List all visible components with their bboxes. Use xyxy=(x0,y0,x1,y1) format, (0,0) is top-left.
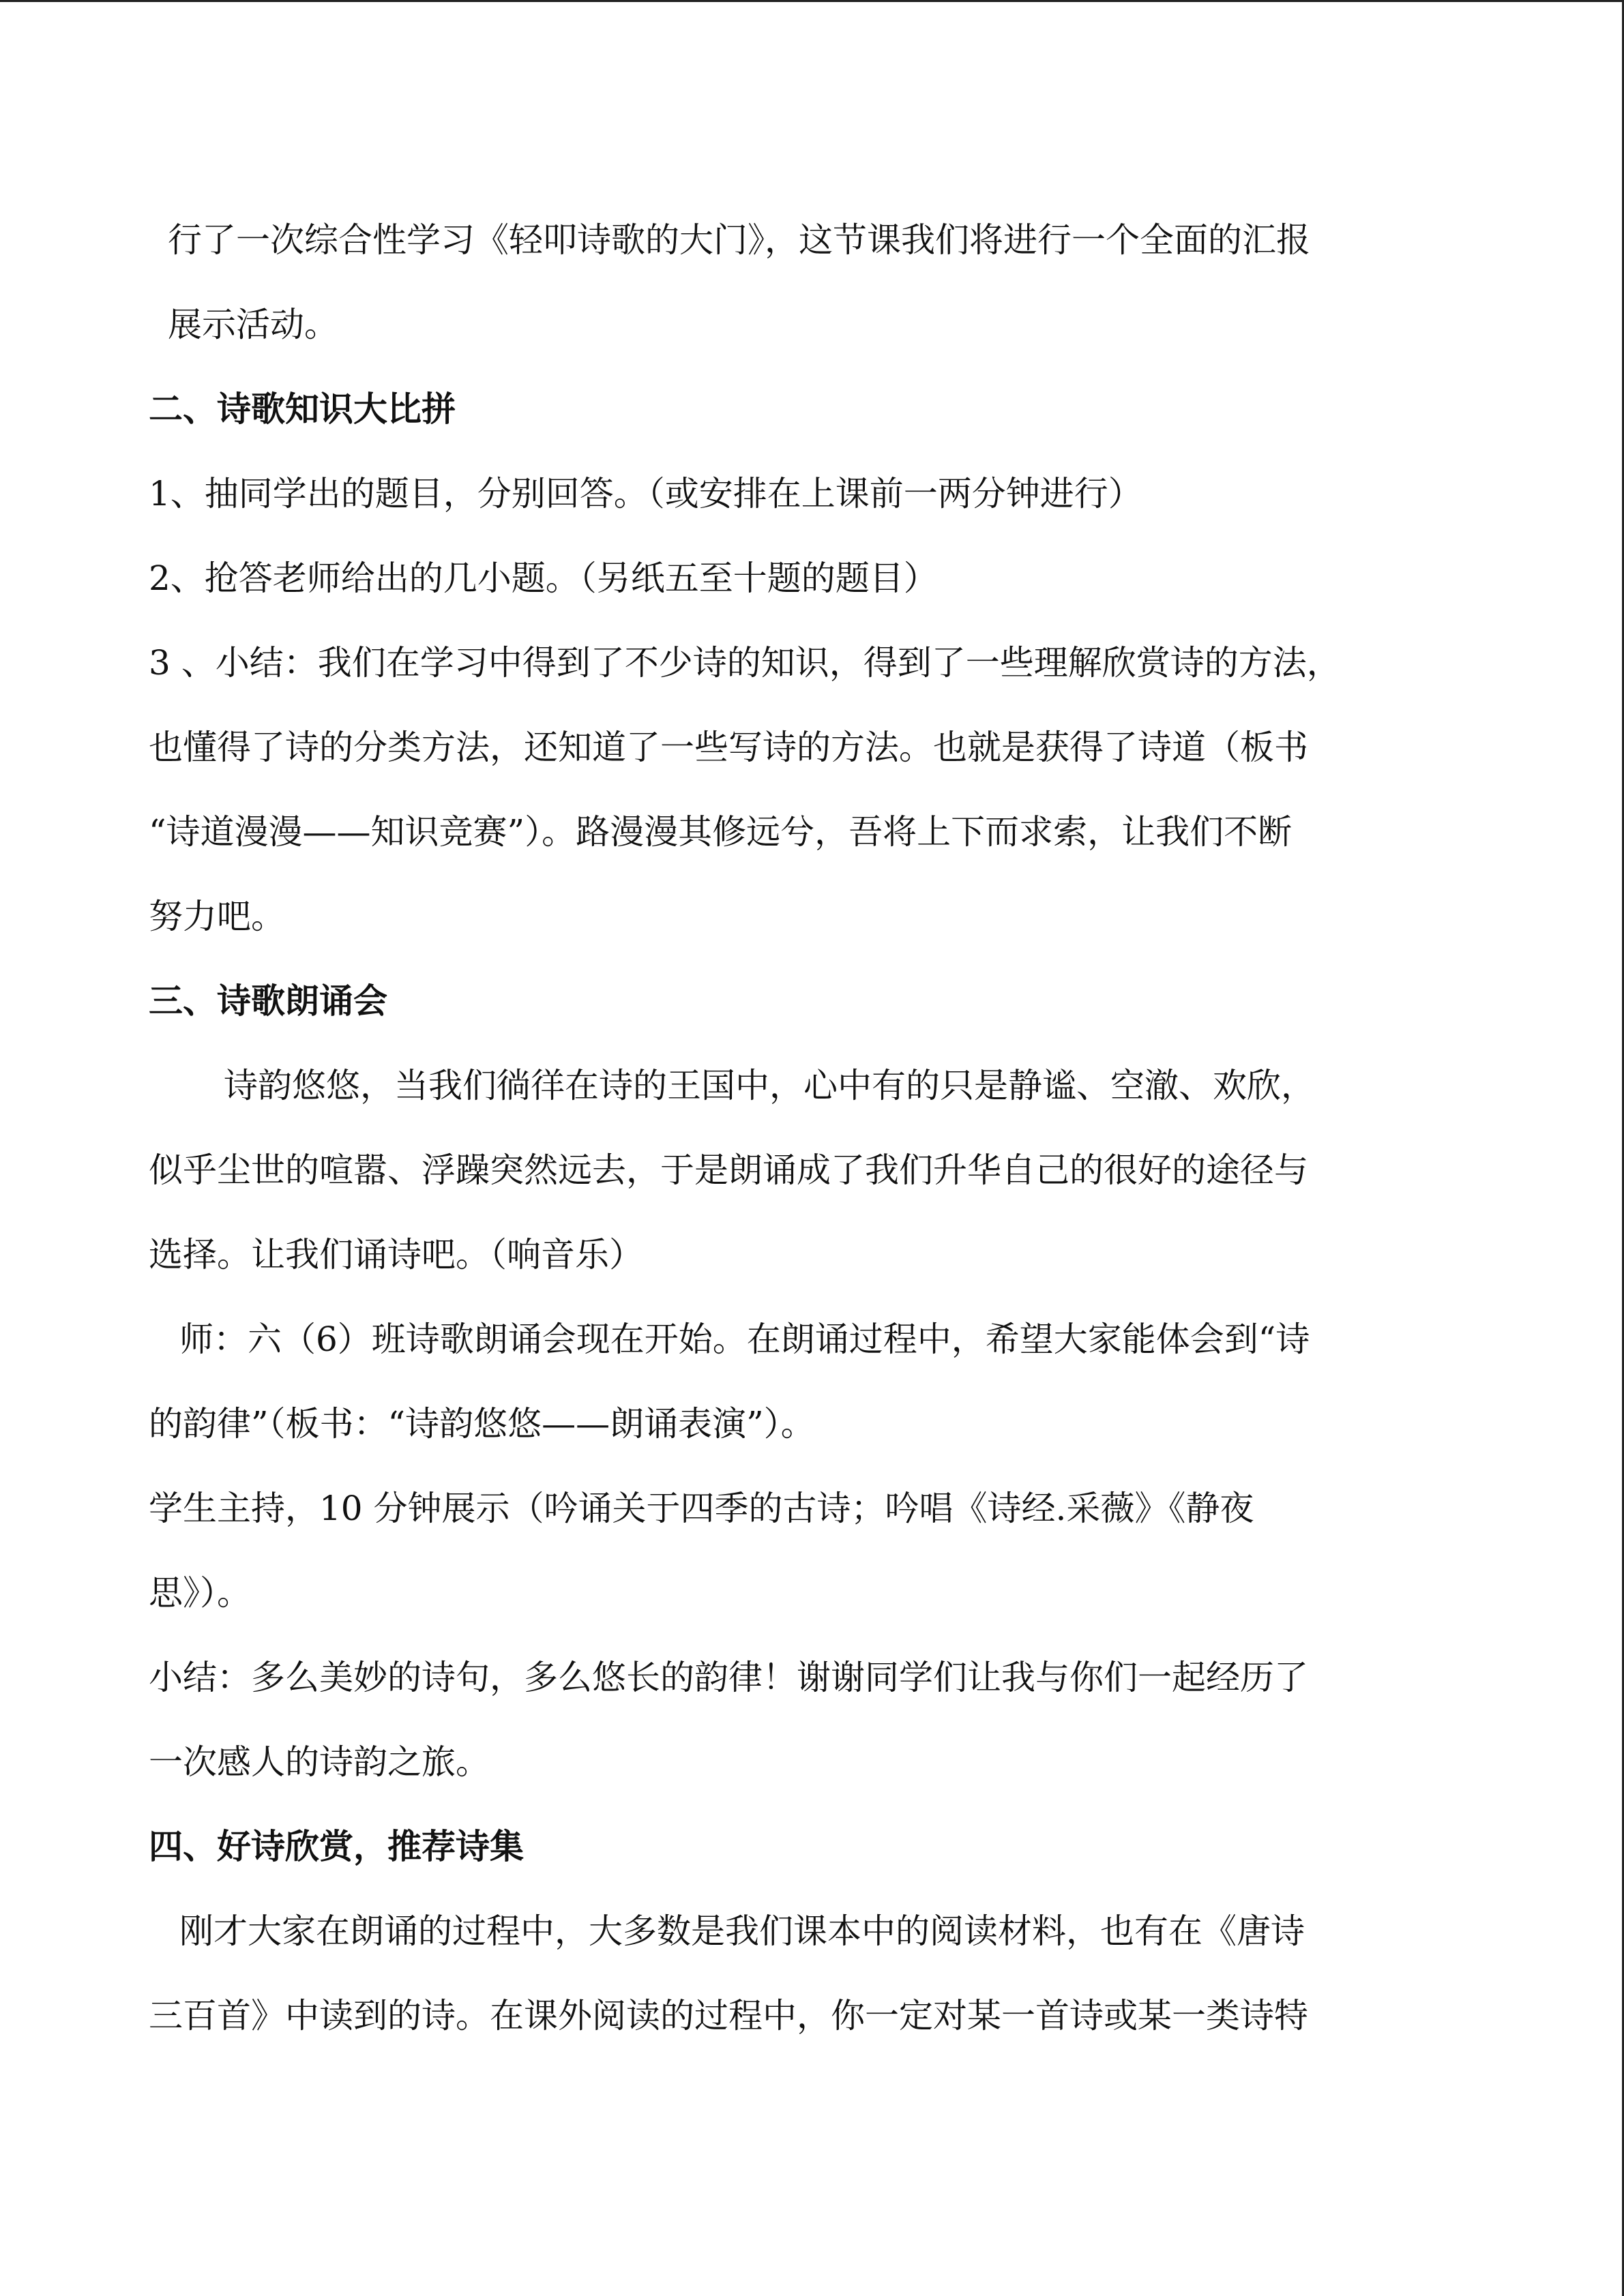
summary-paragraph-line-1: 小结：多么美妙的诗句，多么悠长的韵律！谢谢同学们让我与你们一起经历了 xyxy=(149,1658,1308,1697)
appreciation-paragraph-line-2: 三百首》中读到的诗。在课外阅读的过程中，你一定对某一首诗或某一类诗特 xyxy=(149,1996,1308,2036)
document-body xyxy=(149,198,1486,2058)
list-item-3-line-2: 也懂得了诗的分类方法，还知道了一些写诗的方法。也就是获得了诗道（板书 xyxy=(149,728,1308,767)
recitation-paragraph-line-2: 似乎尘世的喧嚣、浮躁突然远去，于是朗诵成了我们升华自己的很好的途径与 xyxy=(149,1150,1308,1190)
student-host-line-1: 学生主持，10 分钟展示（吟诵关于四季的古诗；吟唱《诗经.采薇》《静夜 xyxy=(149,1489,1254,1528)
list-item-2: 2、抢答老师给出的几小题。（另纸五至十题的题目） xyxy=(149,558,938,598)
summary-paragraph-line-2: 一次感人的诗韵之旅。 xyxy=(149,1742,490,1782)
list-item-1: 1、抽同学出的题目，分别回答。（或安排在上课前一两分钟进行） xyxy=(149,474,1142,513)
section-heading-poem-appreciation: 四、好诗欣赏，推荐诗集 xyxy=(149,1827,524,1866)
list-item-3-line-4: 努力吧。 xyxy=(149,897,285,936)
recitation-paragraph-line-1: 诗韵悠悠，当我们徜徉在诗的王国中，心中有的只是静谧、空澈、欢欣， xyxy=(224,1066,1315,1105)
intro-paragraph-line-2: 展示活动。 xyxy=(168,305,338,344)
appreciation-paragraph-line-1: 刚才大家在朗诵的过程中，大多数是我们课本中的阅读材料，也有在《唐诗 xyxy=(179,1911,1305,1951)
recitation-paragraph-line-3: 选择。让我们诵诗吧。（响音乐） xyxy=(149,1235,643,1274)
list-item-3-line-3: “诗道漫漫——知识竞赛”）。路漫漫其修远兮，吾将上下而求索，让我们不断 xyxy=(149,812,1293,852)
page-top-border xyxy=(0,0,1624,2)
teacher-paragraph-line-2: 的韵律”（板书：“诗韵悠悠——朗诵表演”）。 xyxy=(149,1404,815,1444)
intro-paragraph-line-1: 行了一次综合性学习《轻叩诗歌的大门》，这节课我们将进行一个全面的汇报 xyxy=(168,220,1310,260)
section-heading-recitation: 三、诗歌朗诵会 xyxy=(149,981,387,1021)
teacher-paragraph-line-1: 师：六（6）班诗歌朗诵会现在开始。在朗诵过程中，希望大家能体会到“诗 xyxy=(179,1320,1310,1359)
student-host-line-2: 思》）。 xyxy=(149,1573,251,1613)
list-item-3-line-1: 3 、小结：我们在学习中得到了不少诗的知识，得到了一些理解欣赏诗的方法， xyxy=(149,643,1341,683)
section-heading-knowledge-contest: 二、诗歌知识大比拼 xyxy=(149,389,456,429)
